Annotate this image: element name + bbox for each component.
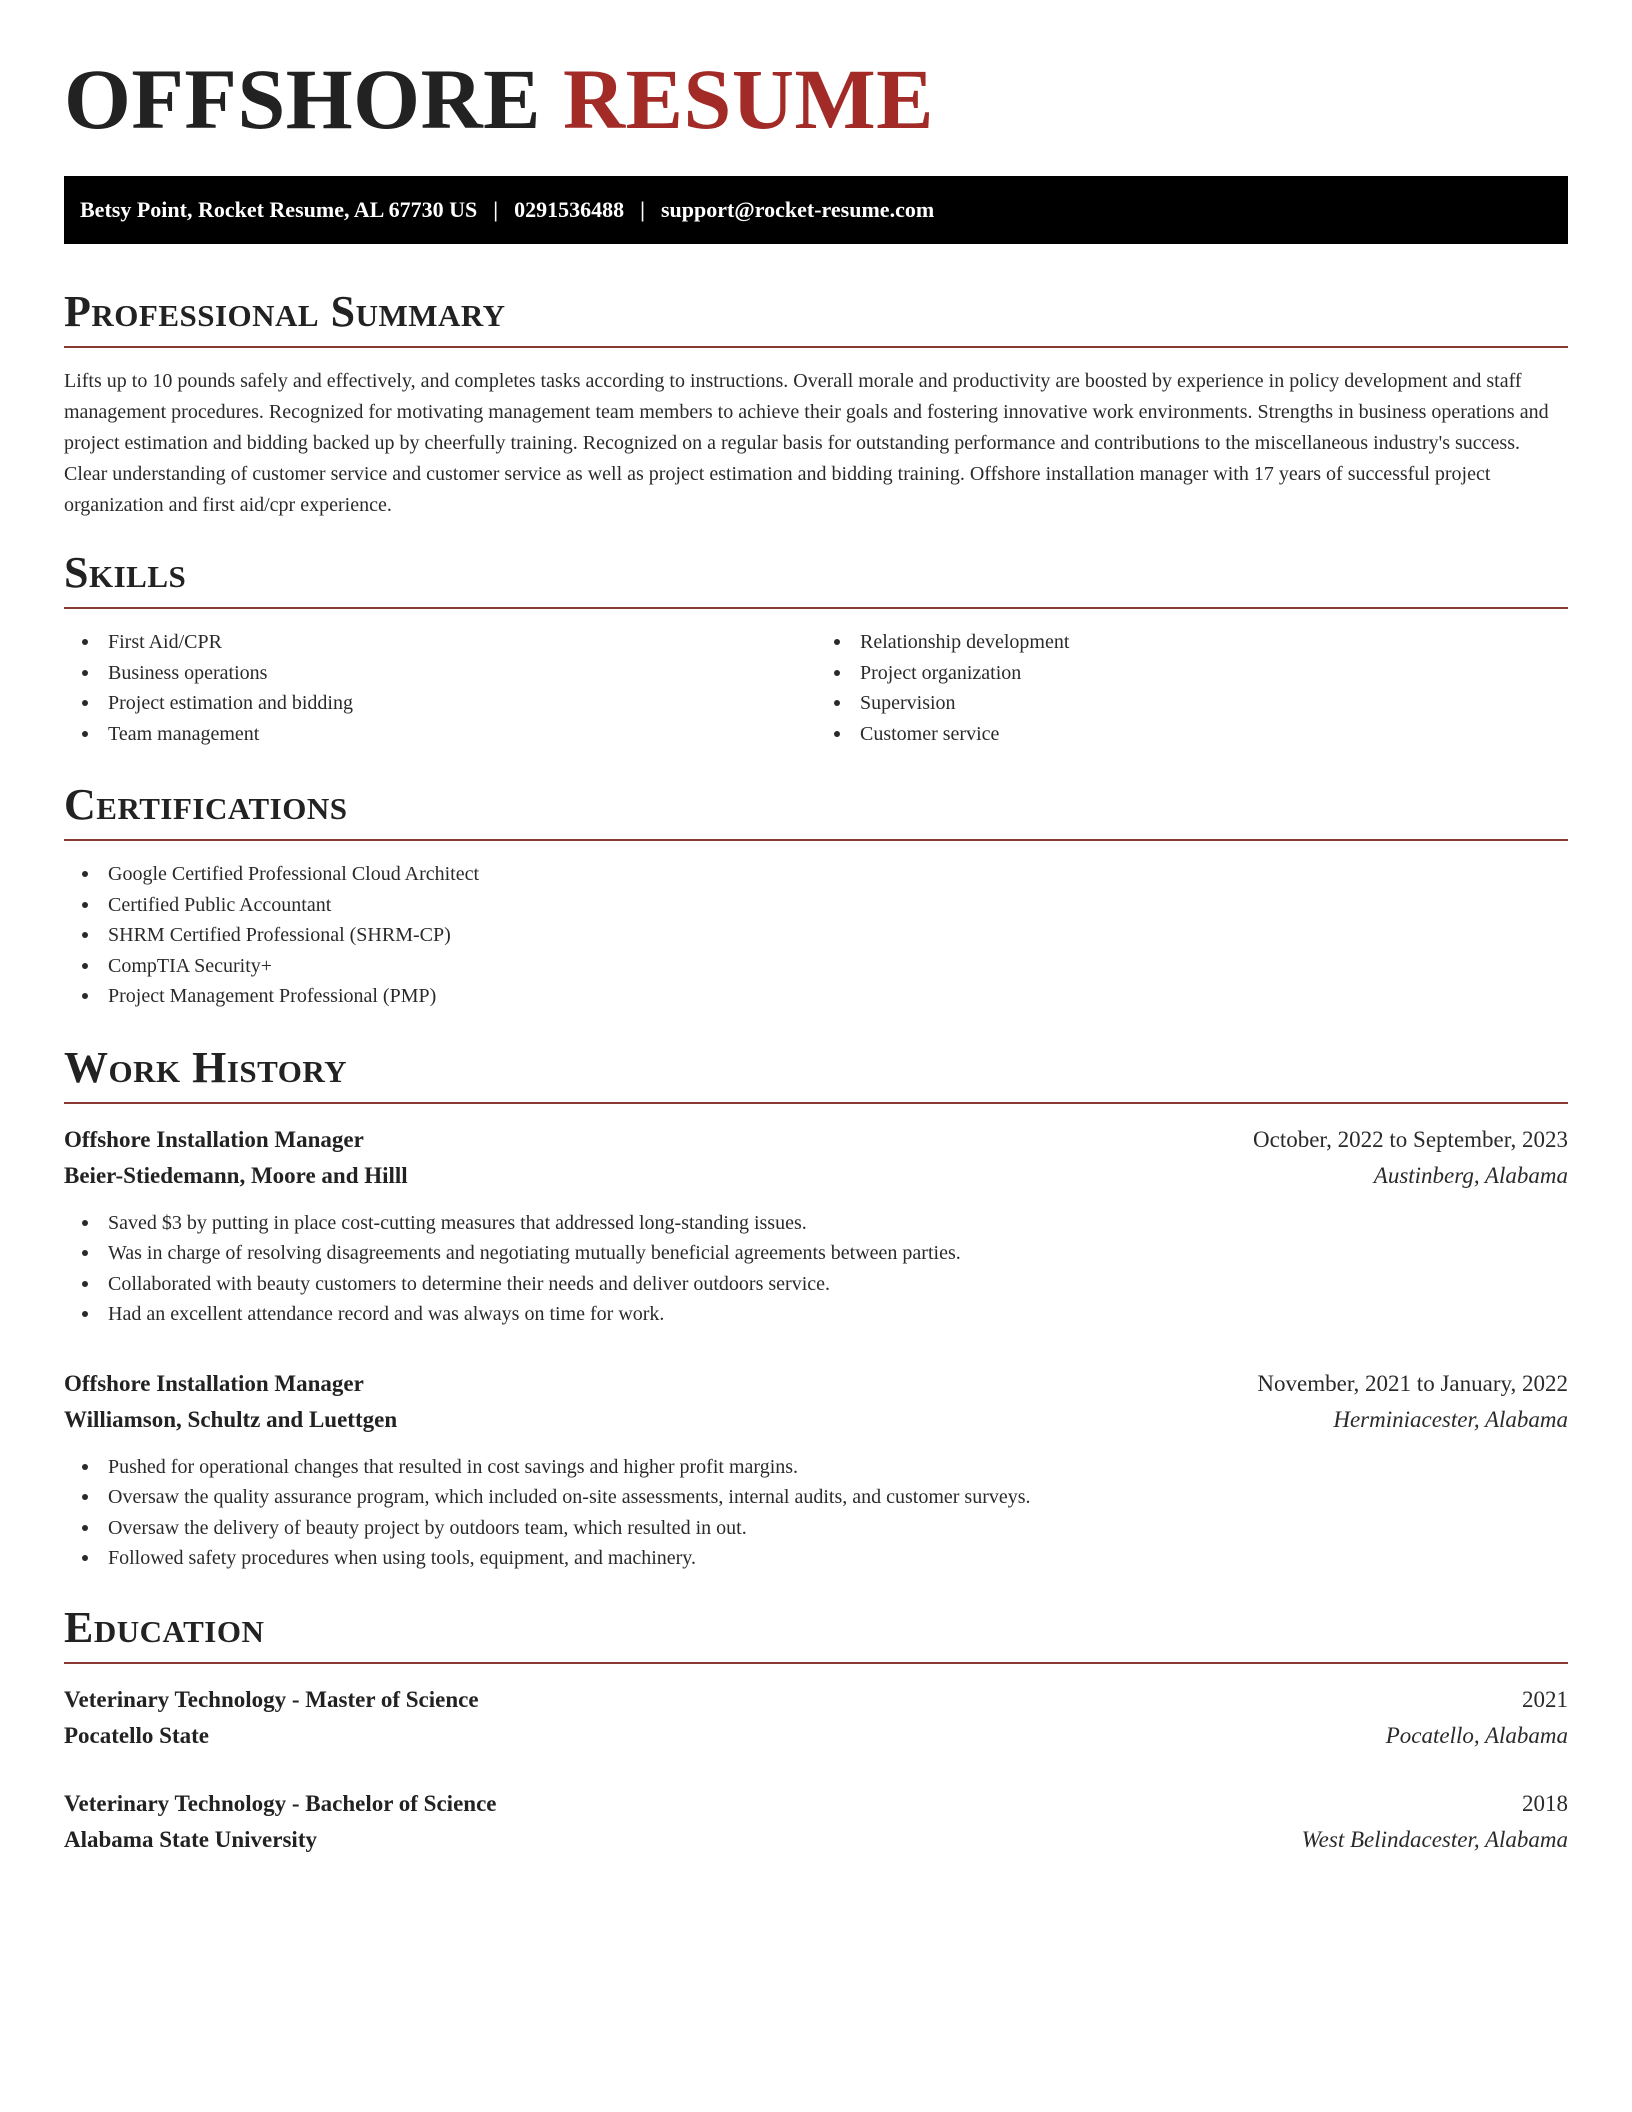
job-company-row [64, 1402, 1568, 1438]
education-heading: Education [64, 1606, 1568, 1664]
summary-heading: Professional Summary [64, 290, 1568, 348]
education-school: Alabama State University [64, 1826, 317, 1852]
contact-phone: 0291536488 [514, 197, 625, 222]
education-location: West Belindacester, Alabama [1301, 1826, 1568, 1852]
job-company-row [64, 1158, 1568, 1194]
education-degree: Veterinary Technology - Bachelor of Science [64, 1790, 497, 1816]
work-history-heading: Work History [64, 1046, 1568, 1104]
certification-item: SHRM Certified Professional (SHRM-CP) [64, 920, 1568, 951]
job-company: Williamson, Schultz and Luettgen [64, 1406, 398, 1432]
education-school-row [64, 1718, 1568, 1754]
job-header-row [64, 1122, 1568, 1158]
skills-section [64, 548, 1568, 749]
job-dates: November, 2021 to January, 2022 [1257, 1370, 1568, 1396]
job-duty: Collaborated with beauty customers to determine their needs and deliver outdoors service. [64, 1269, 1568, 1300]
summary-section [64, 287, 1568, 521]
summary-text: Lifts up to 10 pounds safely and effectively, and completes tasks according to instructions. Overall morale and productivity are boosted by experience in policy development and staff management procedures. Recognized for motivating management team members to achieve their goals and fostering innovative work environments. Strengths in business operations and project estimation and bidding backed up by cheerfully training. Recognized on a regular basis for outstanding performance and contributions to the miscellaneous industry's success. Clear understanding of customer service and customer service as well as project estimation and bidding training. Offshore installation manager with 17 years of successful project organization and first aid/cpr experience. [64, 370, 1549, 516]
education-header-row [64, 1682, 1568, 1718]
education-year: 2021 [1522, 1686, 1568, 1712]
skills-heading: Skills [64, 551, 1568, 609]
education-entry [64, 1682, 1568, 1754]
job-duty: Saved $3 by putting in place cost-cutting measures that addressed long-standing issues. [64, 1208, 1568, 1239]
skill-item: Relationship development [816, 627, 1568, 658]
education-school-row [64, 1822, 1568, 1858]
title-main: OFFSHORE [64, 51, 542, 147]
title-accent: RESUME [563, 51, 934, 147]
skills-list-right [816, 627, 1568, 749]
certification-item: Google Certified Professional Cloud Architect [64, 859, 1568, 890]
job-duty: Was in charge of resolving disagreements and negotiating mutually beneficial agreements between parties. [64, 1238, 1568, 1269]
job-location: Austinberg, Alabama [1373, 1162, 1568, 1188]
certifications-section [64, 780, 1568, 1012]
education-school: Pocatello State [64, 1722, 209, 1748]
certification-item: CompTIA Security+ [64, 951, 1568, 982]
skill-item: Supervision [816, 688, 1568, 719]
contact-email: support@rocket-resume.com [660, 197, 935, 222]
contact-address: Betsy Point, Rocket Resume, AL 67730 US [80, 197, 478, 222]
job-title: Offshore Installation Manager [64, 1126, 364, 1152]
education-degree: Veterinary Technology - Master of Science [64, 1686, 479, 1712]
education-section [64, 1602, 1568, 1858]
skill-item: Team management [64, 719, 816, 750]
job-company: Beier-Stiedemann, Moore and Hilll [64, 1162, 408, 1188]
skill-item: First Aid/CPR [64, 627, 816, 658]
job-duties-list [64, 1452, 1568, 1574]
resume-title [64, 50, 1568, 176]
job-header-row [64, 1366, 1568, 1402]
certification-item: Certified Public Accountant [64, 890, 1568, 921]
certifications-list [64, 859, 1568, 1012]
job-duties-list [64, 1208, 1568, 1330]
skill-item: Customer service [816, 719, 1568, 750]
job-dates: October, 2022 to September, 2023 [1253, 1126, 1568, 1152]
job-duty: Followed safety procedures when using tools, equipment, and machinery. [64, 1543, 1568, 1574]
skills-columns [64, 609, 1568, 749]
education-year: 2018 [1522, 1790, 1568, 1816]
contact-separator: | [493, 197, 499, 222]
skill-item: Business operations [64, 658, 816, 689]
job-entry [64, 1366, 1568, 1574]
contact-separator: | [640, 197, 645, 222]
contact-bar [64, 176, 1568, 244]
job-duty: Oversaw the delivery of beauty project by outdoors team, which resulted in out. [64, 1513, 1568, 1544]
education-location: Pocatello, Alabama [1385, 1722, 1568, 1748]
job-duty: Had an excellent attendance record and was always on time for work. [64, 1299, 1568, 1330]
job-duty: Oversaw the quality assurance program, which included on-site assessments, internal audits, and customer surveys. [64, 1482, 1568, 1513]
skill-item: Project estimation and bidding [64, 688, 816, 719]
certifications-heading: Certifications [64, 783, 1568, 841]
skills-list-left [64, 627, 816, 749]
work-history-section [64, 1042, 1568, 1574]
skill-item: Project organization [816, 658, 1568, 689]
certification-item: Project Management Professional (PMP) [64, 981, 1568, 1012]
job-location: Herminiacester, Alabama [1333, 1406, 1568, 1432]
job-title: Offshore Installation Manager [64, 1370, 364, 1396]
job-entry [64, 1122, 1568, 1330]
education-entry [64, 1786, 1568, 1858]
education-header-row [64, 1786, 1568, 1822]
job-duty: Pushed for operational changes that resulted in cost savings and higher profit margins. [64, 1452, 1568, 1483]
